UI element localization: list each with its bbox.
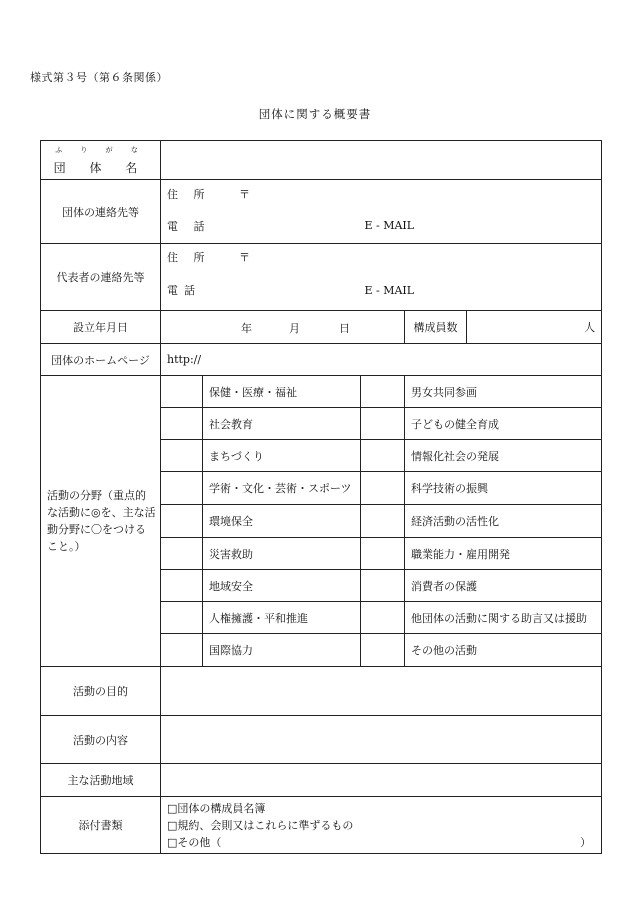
homepage-row [41,344,602,376]
activity-check-left[interactable] [161,472,203,505]
attachment-other-label: □その他（ [167,835,222,849]
activity-check-left[interactable] [161,408,203,440]
activity-check-left[interactable] [161,376,203,408]
activity-field-left: 災害救助 [203,538,361,570]
activity-check-right[interactable] [361,505,405,538]
founded-row [41,311,602,344]
document-title: 団体に関する概要書 [258,107,372,121]
group-contact-label: 団体の連絡先等 [41,180,161,244]
purpose-field[interactable] [161,667,602,716]
purpose-row [41,667,602,716]
activity-field-right: 男女共同参画 [405,376,602,408]
members-field[interactable] [467,311,602,344]
activity-check-right[interactable] [361,634,405,667]
attachment-bylaws[interactable]: □規約、会則又はこれらに準ずるもの [167,818,354,832]
rep-address-line [161,244,601,270]
date-month: 月 [289,322,300,335]
activity-check-right[interactable] [361,472,405,505]
attachment-other-close: ） [580,835,592,849]
activity-field-left: 国際協力 [203,634,361,667]
activity-field-label: 活動の分野（重点的な活動に◎を、主な活動分野に〇をつけること。） [41,376,161,667]
group-name-row [41,141,602,180]
rep-postal-mark: 〒 [239,251,250,264]
attachment-other[interactable] [161,834,601,851]
rep-phone-label: 電話 [167,284,201,297]
activity-field-right: 経済活動の活性化 [405,505,602,538]
activity-check-left[interactable] [161,440,203,472]
activity-check-right[interactable] [361,538,405,570]
group-name-label-cell [41,141,161,180]
group-phone-line [161,208,601,243]
activity-field-left: 社会教育 [203,408,361,440]
activity-field-right: 子どもの健全育成 [405,408,602,440]
activity-field-left: 保健・医療・福祉 [203,376,361,408]
attachments-row [41,797,602,854]
group-name-field[interactable] [161,141,602,180]
activity-field-right: 他団体の活動に関する助言又は援助 [405,602,602,634]
activity-field-left: まちづくり [203,440,361,472]
rep-contact-row [41,244,602,311]
activity-check-left[interactable] [161,505,203,538]
homepage-field[interactable]: http:// [161,344,602,376]
activity-field-right: 消費者の保護 [405,570,602,602]
content-field[interactable] [161,716,602,764]
activity-field-right: 職業能力・雇用開発 [405,538,602,570]
region-row [41,764,602,797]
activity-field-left: 人権擁護・平和推進 [203,602,361,634]
homepage-label: 団体のホームページ [41,344,161,376]
activity-check-left[interactable] [161,570,203,602]
group-address-label: 住 所 [167,188,211,201]
content-label: 活動の内容 [41,716,161,764]
date-year: 年 [241,322,252,335]
group-email-label: E - MAIL [364,219,415,232]
rep-contact-label: 代表者の連絡先等 [41,244,161,311]
activity-row [41,376,602,408]
rep-address-label: 住 所 [167,251,211,264]
furigana-label: ふ り が な [55,145,146,154]
activity-field-right: その他の活動 [405,634,602,667]
activity-check-left[interactable] [161,538,203,570]
activity-field-left: 環境保全 [203,505,361,538]
content-row [41,716,602,764]
group-contact-row [41,180,602,244]
date-day: 日 [339,322,350,335]
postal-mark: 〒 [239,188,250,201]
founded-date-field[interactable] [161,311,405,344]
founded-label: 設立年月日 [41,311,161,344]
form-number: 様式第３号（第６条関係） [30,71,168,84]
activity-check-right[interactable] [361,376,405,408]
activity-field-right: 科学技術の振興 [405,472,602,505]
activity-field-left: 地域安全 [203,570,361,602]
activity-check-left[interactable] [161,602,203,634]
activity-check-right[interactable] [361,408,405,440]
activity-field-right: 情報化社会の発展 [405,440,602,472]
activity-check-right[interactable] [361,440,405,472]
group-address-line [161,180,601,208]
rep-contact-field[interactable] [161,244,602,311]
members-unit: 人 [584,321,596,334]
activity-check-right[interactable] [361,602,405,634]
rep-email-label: E - MAIL [364,283,415,297]
attachments-label: 添付書類 [41,797,161,854]
group-name-label: 団 体 名 [53,160,148,175]
region-label: 主な活動地域 [41,764,161,797]
purpose-label: 活動の目的 [41,667,161,716]
attachments-field [161,797,602,854]
overview-form-table [40,140,602,854]
region-field[interactable] [161,764,602,797]
activity-check-left[interactable] [161,634,203,667]
group-contact-field[interactable] [161,180,602,244]
group-phone-label: 電 話 [167,219,211,233]
attachment-member-list[interactable]: □団体の構成員名簿 [167,801,266,815]
activity-check-right[interactable] [361,570,405,602]
activity-field-left: 学術・文化・芸術・スポーツ [203,472,361,505]
rep-phone-line [161,270,601,310]
members-label: 構成員数 [405,311,467,344]
